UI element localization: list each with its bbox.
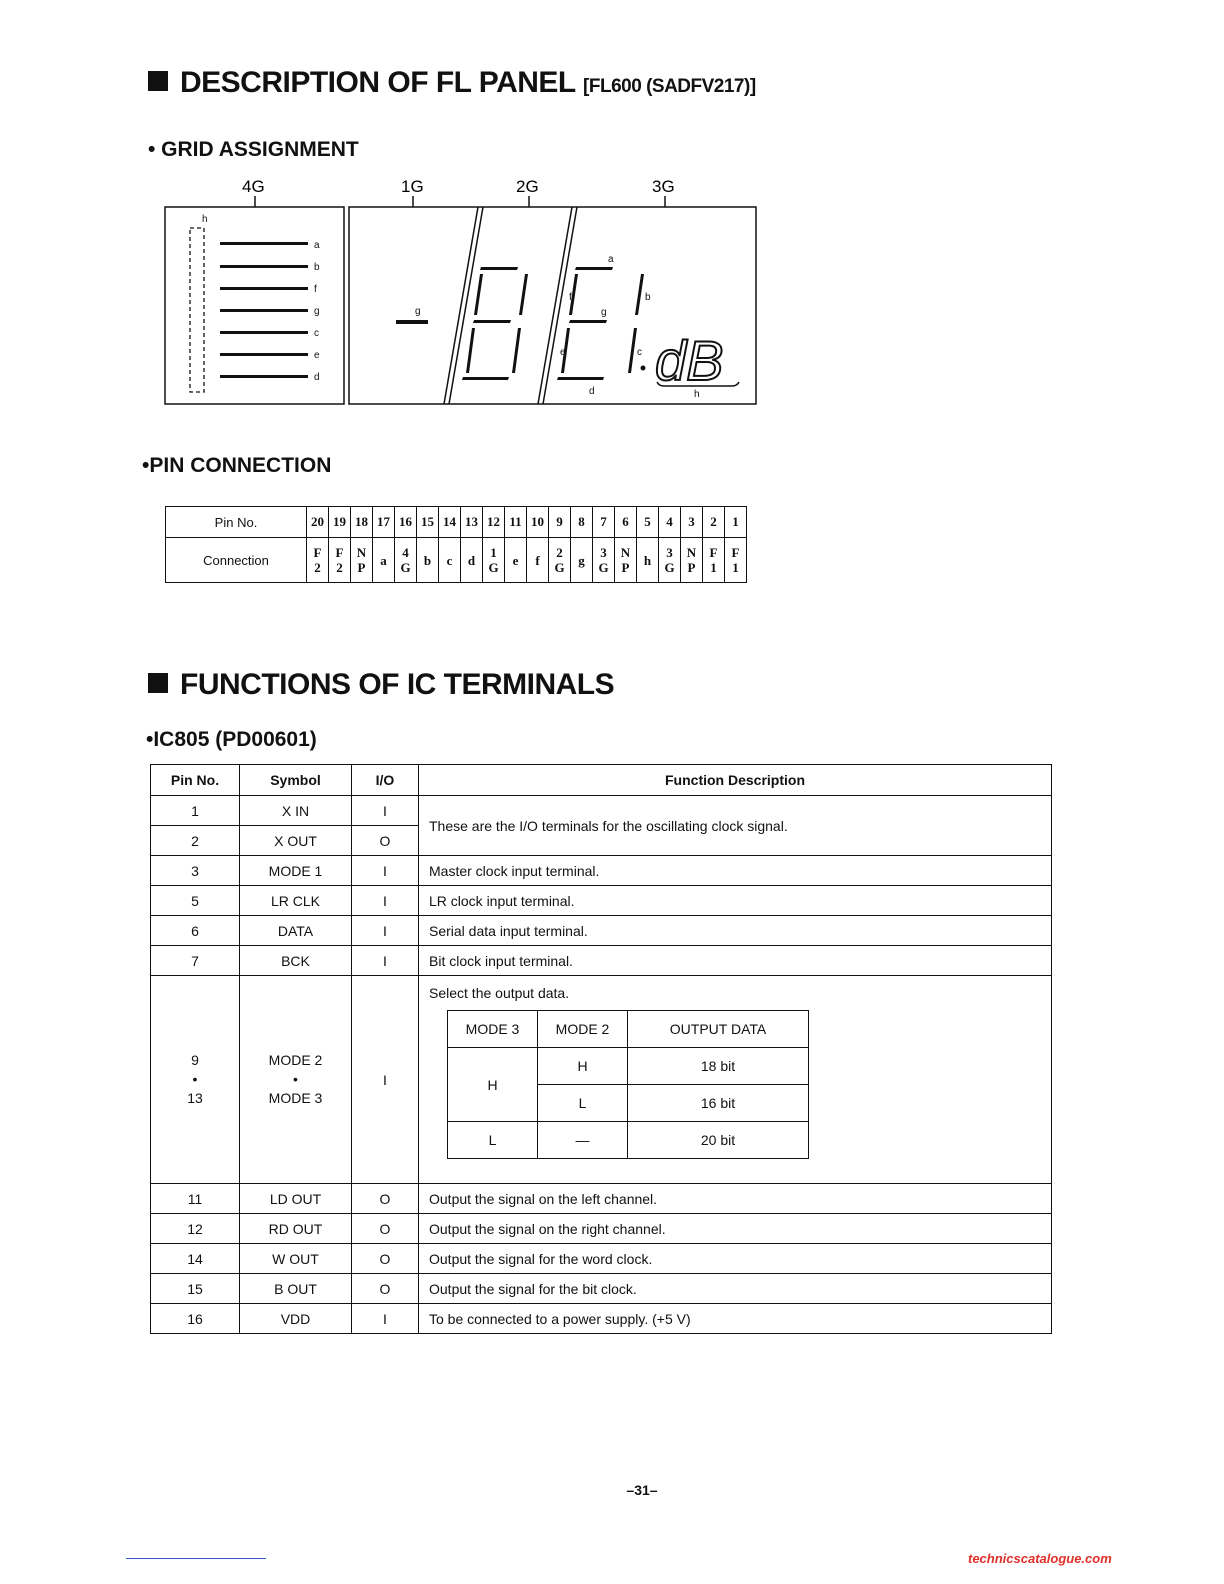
io-cell: O [352, 1184, 419, 1214]
pin-number-cell: 19 [329, 507, 351, 538]
db-indicator: dB [655, 329, 724, 392]
connection-cell [417, 538, 439, 583]
connection-cell [571, 538, 593, 583]
table-row [151, 886, 1052, 916]
connection-bottom: P [687, 560, 696, 575]
pin-number-cell: 8 [571, 507, 593, 538]
seg-label-d3: d [589, 386, 595, 397]
header-io: I/O [352, 765, 419, 796]
table-row-mode [151, 976, 1052, 1184]
connection-cell [637, 538, 659, 583]
connection-cell [307, 538, 329, 583]
pin-number-cell: 20 [307, 507, 329, 538]
seg-label-h3: h [694, 389, 700, 400]
connection-top: a [380, 552, 387, 568]
connection-bottom: 2 [314, 560, 321, 575]
connection-top: 2 [556, 545, 563, 560]
connection-top: c [446, 552, 453, 568]
seg-label-g: g [314, 306, 320, 317]
io-cell: O [352, 826, 419, 856]
connection-bottom: 1 [710, 560, 717, 575]
connection-top: F [335, 545, 344, 560]
function-cell: Output the signal for the bit clock. [419, 1274, 1052, 1304]
connection-cell [329, 538, 351, 583]
connection-top: g [578, 552, 585, 568]
connection-top: F [313, 545, 322, 560]
connection-top: F [731, 545, 740, 560]
symbol-cell: RD OUT [240, 1214, 352, 1244]
symbol-cell: MODE 1 [240, 856, 352, 886]
pin-number-cell: 16 [395, 507, 417, 538]
seg-label-a3: a [608, 254, 614, 265]
connection-top: 1 [490, 545, 497, 560]
function-cell: Output the signal on the right channel. [419, 1214, 1052, 1244]
digit-2g [462, 267, 528, 380]
table-row [151, 1214, 1052, 1244]
seg-label-e3: e [560, 347, 566, 358]
seg-label-f3: f [569, 292, 572, 303]
connection-top: N [686, 545, 697, 560]
pin-cell: 1 [151, 796, 240, 826]
function-cell: To be connected to a power supply. (+5 V) [419, 1304, 1052, 1334]
connection-top: N [620, 545, 631, 560]
symbol-cell: VDD [240, 1304, 352, 1334]
function-cell: Output the signal on the left channel. [419, 1184, 1052, 1214]
connection-bottom: G [400, 560, 411, 575]
mode3-l: L [448, 1122, 538, 1159]
pin-cell [151, 976, 240, 1184]
connection-cell [483, 538, 505, 583]
header-function: Function Description [419, 765, 1052, 796]
pin-b: 13 [187, 1090, 203, 1106]
connection-top: 3 [666, 545, 673, 560]
connection-cell [461, 538, 483, 583]
pin-cell: 15 [151, 1274, 240, 1304]
seg-label-b3: b [645, 292, 651, 303]
connection-bottom: 1 [732, 560, 739, 575]
pin-number-cell: 15 [417, 507, 439, 538]
connection-cell [725, 538, 747, 583]
connection-top: b [423, 552, 432, 568]
pin-number-cell: 12 [483, 507, 505, 538]
table-row [151, 916, 1052, 946]
connection-cell [681, 538, 703, 583]
model-text: [FL600 (SADFV217)] [583, 76, 756, 97]
io-cell: I [352, 796, 419, 826]
connection-cell [439, 538, 461, 583]
function-cell: LR clock input terminal. [419, 886, 1052, 916]
function-cell [419, 976, 1052, 1184]
pin-cell: 12 [151, 1214, 240, 1244]
pin-number-cell: 6 [615, 507, 637, 538]
connection-bottom: G [488, 560, 499, 575]
output-cell: 16 bit [628, 1085, 809, 1122]
segment-minus [396, 320, 428, 324]
symbol-cell: W OUT [240, 1244, 352, 1274]
symbol-cell: BCK [240, 946, 352, 976]
seg-label-g1: g [415, 306, 421, 317]
ic-terminal-table [150, 764, 1052, 1334]
io-cell: O [352, 1274, 419, 1304]
output-cell: 18 bit [628, 1048, 809, 1085]
pin-number-cell: 9 [549, 507, 571, 538]
pin-number-cell: 17 [373, 507, 395, 538]
seg-label-b: b [314, 262, 320, 273]
grid-label-1g: 1G [401, 177, 424, 196]
footer-rule [126, 1558, 266, 1559]
square-bullet-icon [148, 673, 168, 693]
pin-cell: 2 [151, 826, 240, 856]
connection-cell [527, 538, 549, 583]
symbol-cell: LD OUT [240, 1184, 352, 1214]
connection-top: N [356, 545, 367, 560]
table-row [151, 1184, 1052, 1214]
connection-top: h [643, 552, 652, 568]
symbol-cell: X IN [240, 796, 352, 826]
header-symbol: Symbol [240, 765, 352, 796]
table-row [151, 1244, 1052, 1274]
connection-cell [615, 538, 637, 583]
pin-cell: 3 [151, 856, 240, 886]
connection-bottom: G [554, 560, 565, 575]
symbol-cell: LR CLK [240, 886, 352, 916]
io-cell: I [352, 946, 419, 976]
seg-label-h: h [202, 214, 208, 225]
mode2-cell: H [538, 1048, 628, 1085]
site-link[interactable]: technicscatalogue.com [968, 1551, 1112, 1566]
pin-number-cell: 14 [439, 507, 461, 538]
pin-cell: 6 [151, 916, 240, 946]
connection-top: e [512, 552, 519, 568]
seg-label-c: c [314, 328, 319, 339]
output-cell: 20 bit [628, 1122, 809, 1159]
seg-label-f: f [314, 284, 317, 295]
io-cell: I [352, 976, 419, 1184]
grid-label-3g: 3G [652, 177, 675, 196]
mode2-header: MODE 2 [538, 1011, 628, 1048]
bullet: • [293, 1071, 298, 1087]
io-cell: I [352, 856, 419, 886]
connection-cell [505, 538, 527, 583]
connection-top: 3 [600, 545, 607, 560]
pin-number-cell: 5 [637, 507, 659, 538]
connection-top: d [467, 552, 476, 568]
symbol-cell [240, 976, 352, 1184]
pin-cell: 5 [151, 886, 240, 916]
title-text: DESCRIPTION OF FL PANEL [180, 66, 576, 99]
connection-bottom: P [621, 560, 630, 575]
mode2-cell: L [538, 1085, 628, 1122]
grid-assignment-heading: • GRID ASSIGNMENT [148, 138, 359, 161]
connection-cell [659, 538, 681, 583]
output-header: OUTPUT DATA [628, 1011, 809, 1048]
connection-cell [351, 538, 373, 583]
pin-number-cell: 4 [659, 507, 681, 538]
page-number: –31– [626, 1482, 658, 1498]
connection-bottom: G [664, 560, 675, 575]
connection-top: 4 [402, 545, 409, 560]
seg-label-c3: c [637, 347, 642, 358]
pin-number-cell: 3 [681, 507, 703, 538]
header-pin: Pin No. [151, 765, 240, 796]
grid-diagram [160, 170, 765, 415]
section-title-ic-terminals [148, 668, 614, 702]
pin-no-label: Pin No. [166, 507, 307, 538]
connection-bottom: 2 [336, 560, 343, 575]
seg-label-d: d [314, 372, 320, 383]
table-row [151, 856, 1052, 886]
symbol-cell: DATA [240, 916, 352, 946]
pin-number-cell: 11 [505, 507, 527, 538]
symbol-b: MODE 3 [268, 1090, 323, 1106]
connection-top: f [535, 552, 540, 568]
function-cell: Serial data input terminal. [419, 916, 1052, 946]
seg-label-g3: g [601, 307, 607, 318]
io-cell: I [352, 886, 419, 916]
mode2-cell: — [538, 1122, 628, 1159]
section-title-fl-panel [148, 66, 756, 100]
connection-top: F [709, 545, 718, 560]
grid-label-2g: 2G [516, 177, 539, 196]
connection-label: Connection [166, 538, 307, 583]
pin-number-cell: 2 [703, 507, 725, 538]
connection-cell [593, 538, 615, 583]
title-text: FUNCTIONS OF IC TERMINALS [180, 668, 615, 701]
function-cell: Bit clock input terminal. [419, 946, 1052, 976]
connection-bottom: G [598, 560, 609, 575]
mode-func-text: Select the output data. [429, 985, 570, 1001]
bullet: • [192, 1071, 198, 1087]
pin-connection-table [165, 506, 747, 583]
table-row [151, 1274, 1052, 1304]
connection-bottom: P [357, 560, 366, 575]
io-cell: O [352, 1244, 419, 1274]
pin-cell: 7 [151, 946, 240, 976]
function-cell: Master clock input terminal. [419, 856, 1052, 886]
pin-cell: 14 [151, 1244, 240, 1274]
mode3-h: H [448, 1048, 538, 1122]
mode3-header: MODE 3 [448, 1011, 538, 1048]
pin-number-cell: 13 [461, 507, 483, 538]
connection-cell [373, 538, 395, 583]
io-cell: O [352, 1214, 419, 1244]
grid-label-4g: 4G [242, 177, 265, 196]
io-cell: I [352, 916, 419, 946]
seg-label-e: e [314, 350, 320, 361]
pin-connection-heading: •PIN CONNECTION [142, 454, 332, 477]
pin-a: 9 [191, 1052, 199, 1068]
pin-number-cell: 7 [593, 507, 615, 538]
square-bullet-icon [148, 71, 168, 91]
output-mode-table [447, 1010, 809, 1159]
pin-number-cell: 18 [351, 507, 373, 538]
io-cell: I [352, 1304, 419, 1334]
pin-cell: 11 [151, 1184, 240, 1214]
table-row [151, 796, 1052, 826]
pin-cell: 16 [151, 1304, 240, 1334]
table-row [151, 1304, 1052, 1334]
function-cell: These are the I/O terminals for the oscillating clock signal. [419, 796, 1052, 856]
symbol-cell: B OUT [240, 1274, 352, 1304]
connection-cell [395, 538, 417, 583]
pin-number-cell: 10 [527, 507, 549, 538]
connection-cell [703, 538, 725, 583]
symbol-cell: X OUT [240, 826, 352, 856]
seg-label-a: a [314, 240, 320, 251]
pin-number-cell: 1 [725, 507, 747, 538]
ic-heading: •IC805 (PD00601) [146, 728, 317, 751]
table-row [151, 946, 1052, 976]
symbol-a: MODE 2 [268, 1052, 323, 1068]
connection-cell [549, 538, 571, 583]
function-cell: Output the signal for the word clock. [419, 1244, 1052, 1274]
digit-3g [557, 267, 644, 380]
